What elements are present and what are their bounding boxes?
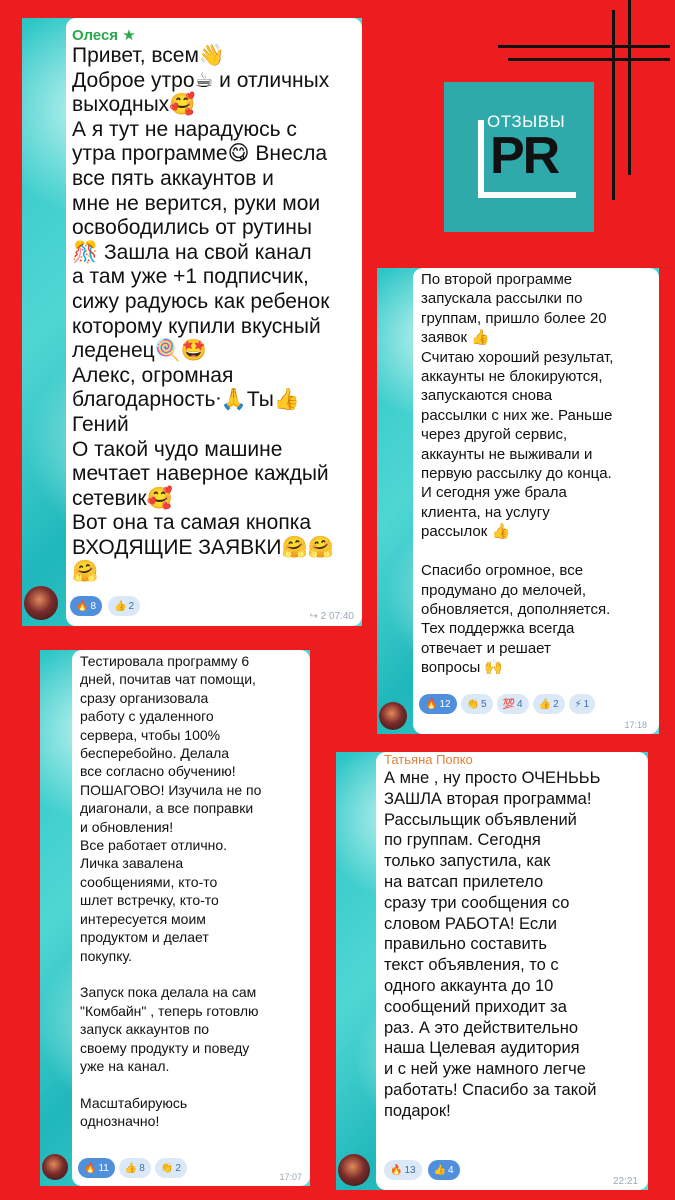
reaction-count: 2 [175,1162,181,1174]
reaction-hundred[interactable] [497,694,529,714]
message-time: 17:07 [279,1172,302,1182]
reaction-count: 5 [481,698,487,710]
avatar [42,1154,68,1180]
review-panel-2 [377,268,659,734]
reaction-thumbs-up[interactable] [533,694,565,714]
clap-icon: 👏 [160,1162,174,1174]
reaction-fire[interactable] [78,1158,115,1178]
star-icon: ★ [122,26,136,44]
reaction-count: 12 [439,698,451,710]
logo-big-text: PR [490,127,559,185]
avatar [379,702,407,730]
reaction-count: 13 [404,1164,416,1176]
message-bubble [66,18,362,626]
message-time: 22:21 [612,1176,638,1187]
review-panel-1 [22,18,362,626]
reaction-thumbs-up[interactable] [119,1158,151,1178]
reaction-fire[interactable] [70,596,102,616]
review-panel-3 [40,650,310,1186]
message-text: По второй программе запускала рассылки по группам, пришло более 20 заявок 👍 Считаю хороший результат, аккаунты не блокируются, запускаются снова рассылки с них же. Раньше через другой сервис, аккаунты не выживали и первую рассылку до конца. И сегодня уже брала клиента, на услугу рассылок 👍 Спасибо огромное, все продумано до мелочей, обновляется, дополняется. Тех поддержка всегда отвечает и решает вопросы 🙌 [421,271,614,677]
avatar [338,1154,370,1186]
reaction-clap[interactable] [155,1158,187,1178]
reaction-thumbs-up[interactable] [428,1160,460,1180]
reaction-count: 8 [90,600,97,612]
lightning-icon: ⚡ [574,698,582,710]
sender-name: Татьяна Попко [384,752,473,767]
reactions [70,596,140,616]
logo [444,82,594,232]
logo-small-text: ОТЗЫВЫ [487,112,566,131]
message-bubble [72,650,310,1186]
reaction-lightning[interactable] [569,694,596,714]
message-time: 17:18 [624,720,647,730]
thumbs-up-icon: 👍 [114,600,127,612]
reaction-count: 2 [553,698,559,710]
message-bubble [413,268,659,734]
reaction-count: 4 [517,698,523,710]
reaction-count: 1 [583,698,590,710]
message-bubble [376,752,648,1190]
review-panel-4 [336,752,648,1190]
reaction-count: 4 [448,1164,454,1176]
fire-icon: 🔥 [425,698,438,710]
reaction-count: 2 [128,600,135,612]
reaction-fire[interactable] [384,1160,422,1180]
fire-icon: 🔥 [76,600,89,612]
reaction-count: 8 [139,1162,145,1174]
message-text: Привет, всем👋 Доброе утро☕ и отличных выходных🥰 А я тут не нарадуюсь с утра программе😋 Внесла все пять аккаунтов и мне не верится, руки мои освободились от рутины 🎊 Зашла на свой канал а там уже +1 подписчик, сижу радуюсь как ребенок которому купили вкусный леденец🍭🤩 Алекс, огромная благодарностьᐧ🙏Ты👍 Гений О такой чудо машине мечтает наверное каждый сетевик🥰 Вот она та самая кнопка ВХОДЯЩИЕ ЗАЯВКИ🤗🤗 🤗 [72,44,334,584]
reaction-thumbs-up[interactable] [108,596,140,616]
thumbs-up-icon: 👍 [124,1162,138,1174]
fire-icon: 🔥 [84,1162,97,1174]
thumbs-up-icon: 👍 [433,1164,447,1176]
avatar [24,586,58,620]
message-text: А мне , ну просто ОЧЕНЬЬЬ ЗАШЛА вторая программа! Рассыльщик объявлений по группам. Сегодня только запустила, как на ватсап прилетело сразу три сообщения со словом РАБОТА! Если правильно составить текст объявления, то с одного аккаунта до 10 сообщений приходит за раз. А это действительно наша Целевая аудитория и с ней уже намного легче работать! Спасибо за такой подарок! [384,769,601,1120]
message-text: Тестировала программу 6 дней, почитав чат помощи, сразу организовала работу с удаленного сервера, чтобы 100% бесперебойно. Делала все согласно обучению! ПОШАГОВО! Изучила не по диагонали, а все поправки и обновления! Все работает отлично. Личка завалена сообщениями, кто-то шлет встречку, кто-то интересуется моим продуктом и делает покупку. Запуск пока делала на сам "Комбайн" , теперь готовлю запуск аккаунтов по своему продукту и поведу уже на канал. Масштабируюсь однозначно! [80,653,262,1130]
reaction-count: 11 [98,1162,109,1174]
thumbs-up-icon: 👍 [538,698,552,710]
hundred-icon: 💯 [502,698,516,710]
reactions [419,694,595,714]
reactions [78,1158,187,1178]
fire-icon: 🔥 [390,1164,403,1176]
message-time: ↪ 2 07:40 [309,611,354,622]
sender-name: Олеся [72,27,119,44]
reaction-fire[interactable] [419,694,457,714]
reactions [384,1160,460,1180]
clap-icon: 👏 [466,698,480,710]
reaction-clap[interactable] [461,694,493,714]
